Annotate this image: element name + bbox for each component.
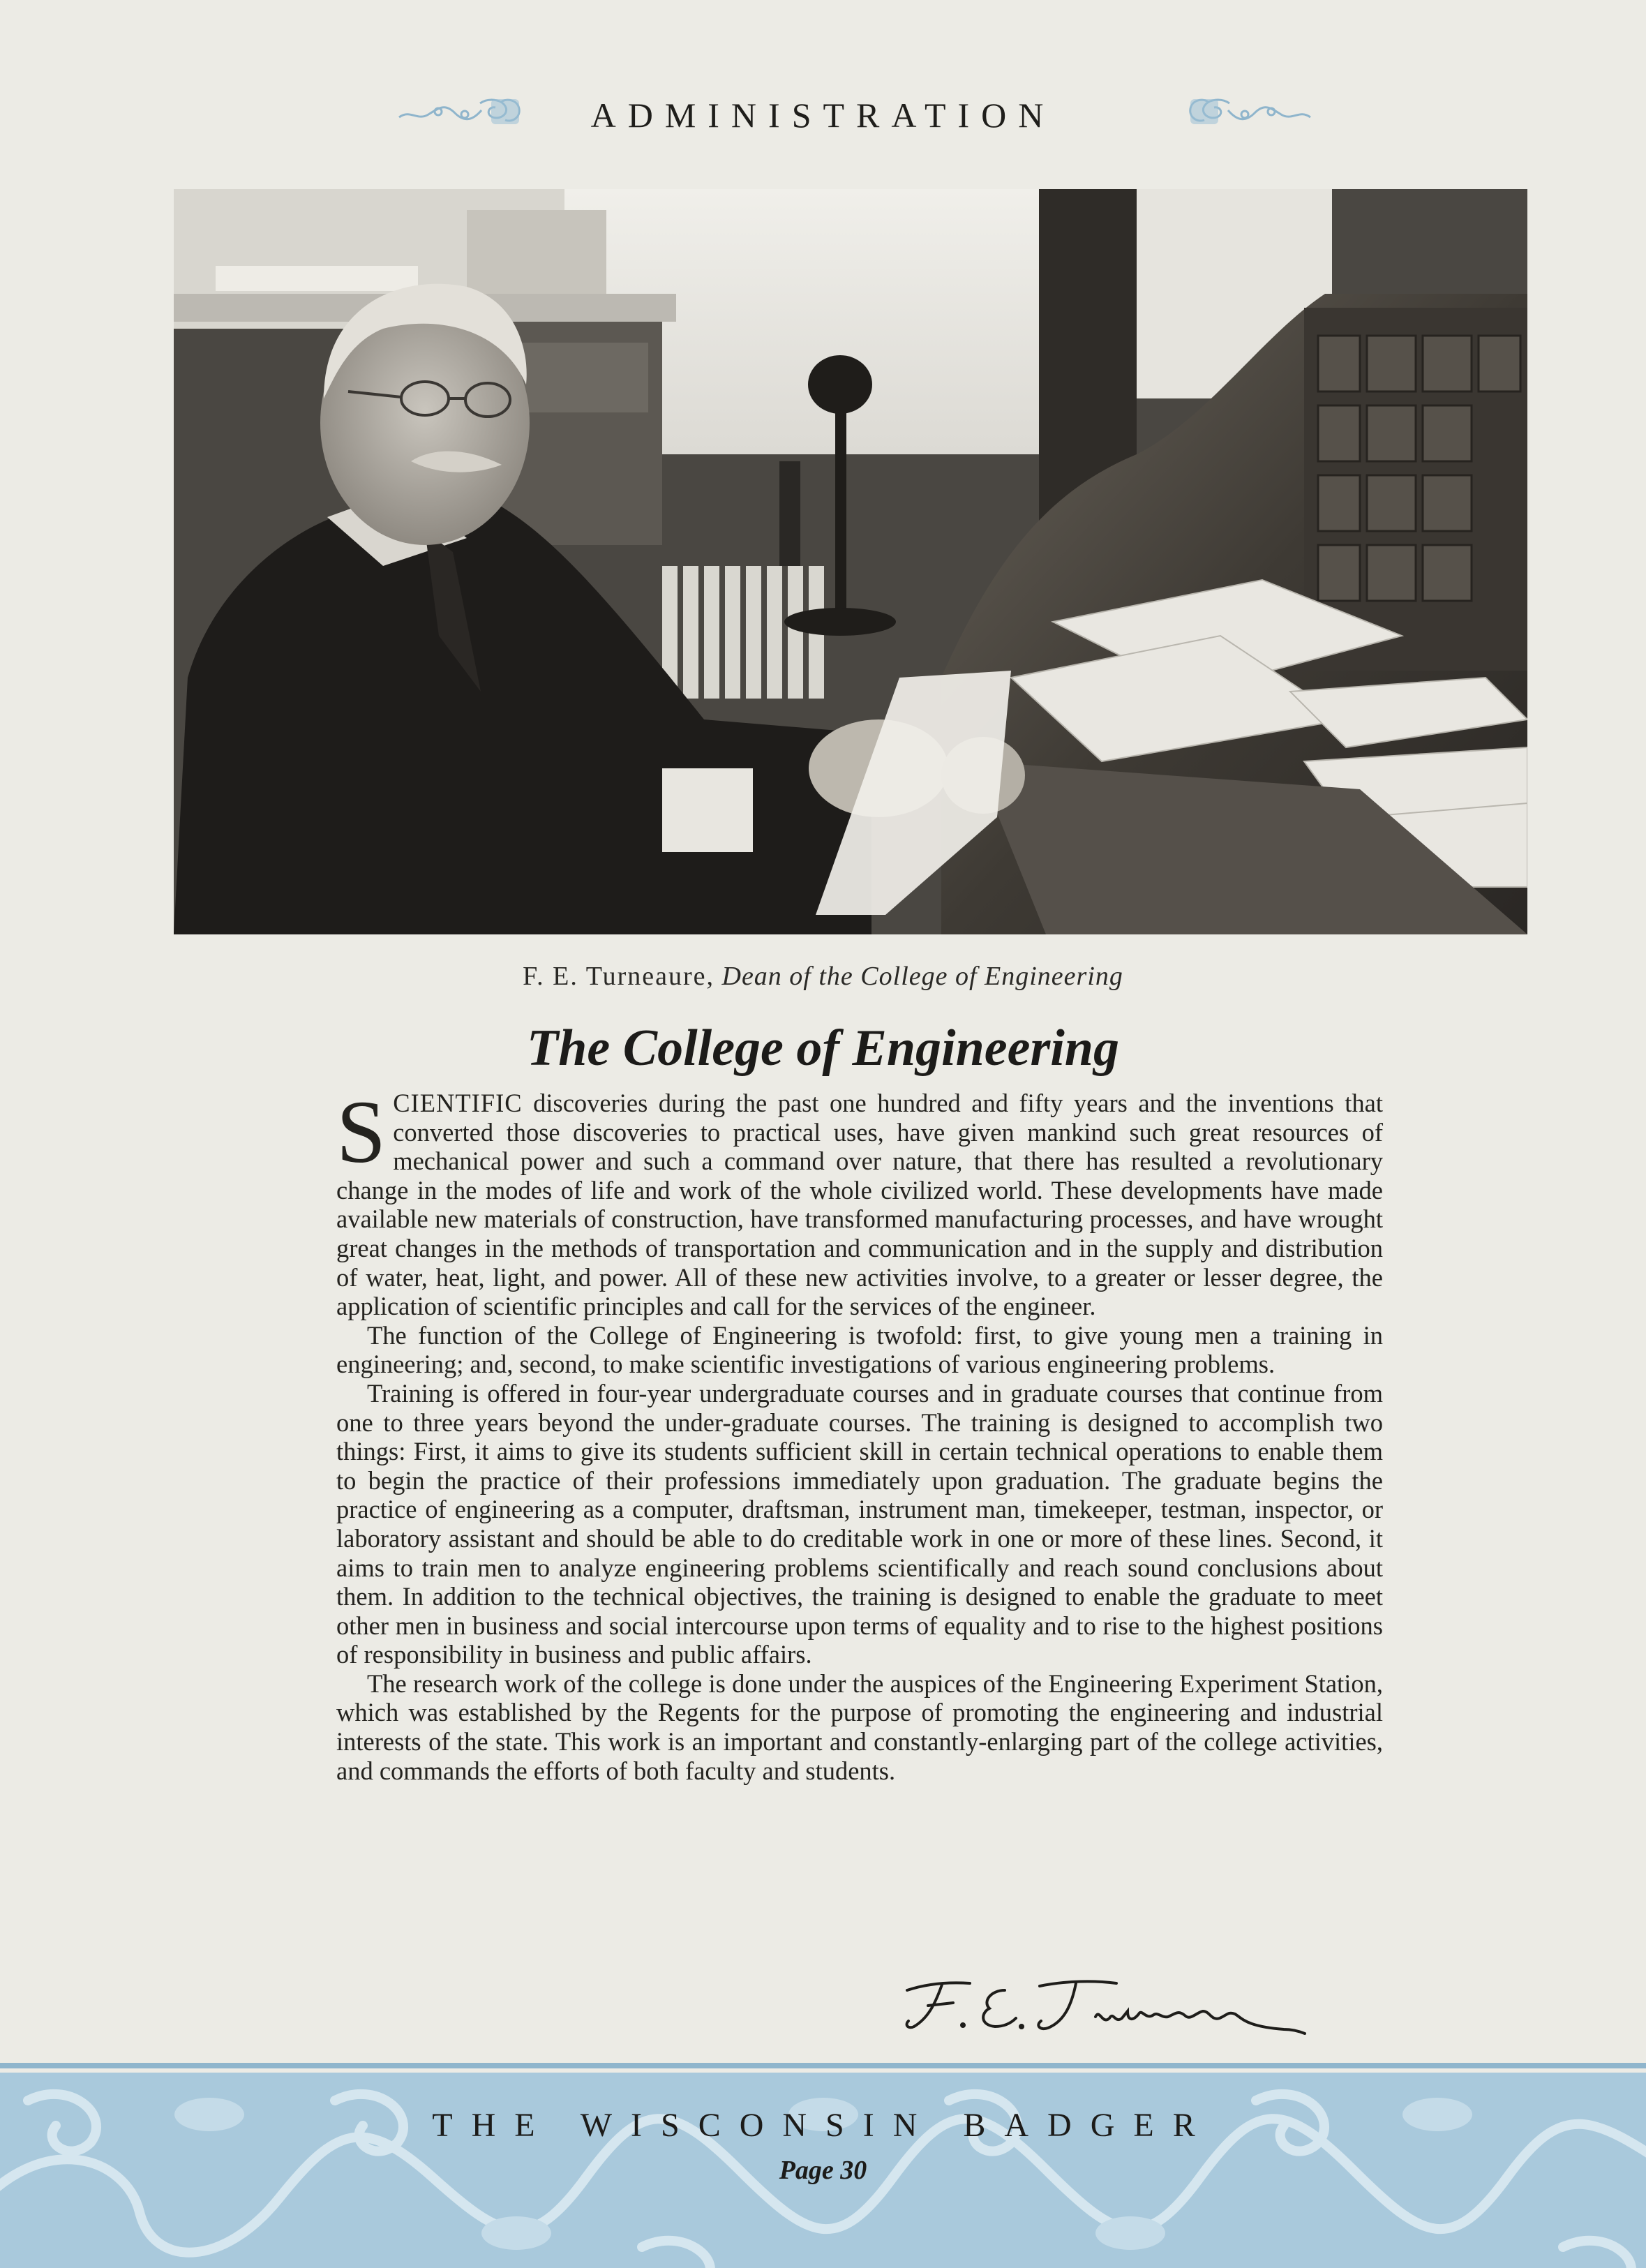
paragraph-1 bbox=[336, 1082, 1383, 1321]
page-number: Page 30 bbox=[779, 2156, 867, 2185]
article-body bbox=[336, 1082, 1383, 1785]
first-word: CIENTIFIC bbox=[393, 1089, 523, 1117]
drop-cap: S bbox=[336, 1082, 387, 1181]
caption-role: Dean of the College of Engineering bbox=[721, 962, 1123, 991]
dean-photograph bbox=[174, 189, 1527, 934]
paragraph-1-text: discoveries during the past one hundred and fifty years and the inventions that converted those discoveries to practical uses, have given mankind such great resources of mechanical power and such a command over nature, that there has resulted a revolutionary change in the modes of life and work of the whole civilized world. These developments have made available new materials of construction, have transformed manufacturing processes, and have wrought great changes in the methods of transportation and communication and in the supply and distribution of water, heat, light, and power. All of these new activities involve, to a greater or lesser degree, the application of scientific principles and call for the services of the engineer. bbox=[336, 1089, 1383, 1321]
photograph-image bbox=[174, 189, 1527, 934]
publication-title: THE WISCONSIN BADGER bbox=[432, 2107, 1214, 2144]
page-header bbox=[0, 85, 1646, 148]
footer-rule bbox=[0, 2063, 1646, 2068]
handwritten-signature bbox=[893, 1962, 1312, 2039]
paragraph-2: The function of the College of Engineering is twofold: first, to give young men a training in engineering; and, second, to make scientific investigations of various engineering problems. bbox=[336, 1320, 1383, 1379]
section-title: ADMINISTRATION bbox=[590, 96, 1056, 135]
photo-caption bbox=[0, 961, 1646, 992]
paragraph-3: Training is offered in four-year undergraduate courses and in graduate courses that continue from one to three years beyond the under-graduate courses. The training is designed to accomplish two things: First, it aims to give its students sufficient skill in certain technical operations to enable them to begin the practice of their professions immediately upon graduation. The graduate begins the practice of engineering as a computer, draftsman, instrument man, timekeeper, testman, inspector, or laboratory assistant and should be able to do creditable work in one or more of these lines. Second, it aims to train men to analyze engineering problems scientifically and reach sound conclusions about them. In addition to the technical objectives, the training is designed to enable the graduate to meet other men in business and social intercourse upon terms of equality and to rise to the highest positions of responsibility in business and public affairs. bbox=[336, 1378, 1383, 1669]
article-title: The College of Engineering bbox=[527, 1020, 1119, 1077]
scroll-ornament-right-icon bbox=[1188, 96, 1313, 127]
caption-name: F. E. Turneaure, bbox=[523, 962, 714, 991]
paragraph-4: The research work of the college is done under the auspices of the Engineering Experiment Station, which was established by the Regents for the purpose of promoting the engineering and industrial interests of the state. This work is an important and constantly-enlarging part of the college activities, and commands the efforts of both faculty and students. bbox=[336, 1669, 1383, 1785]
